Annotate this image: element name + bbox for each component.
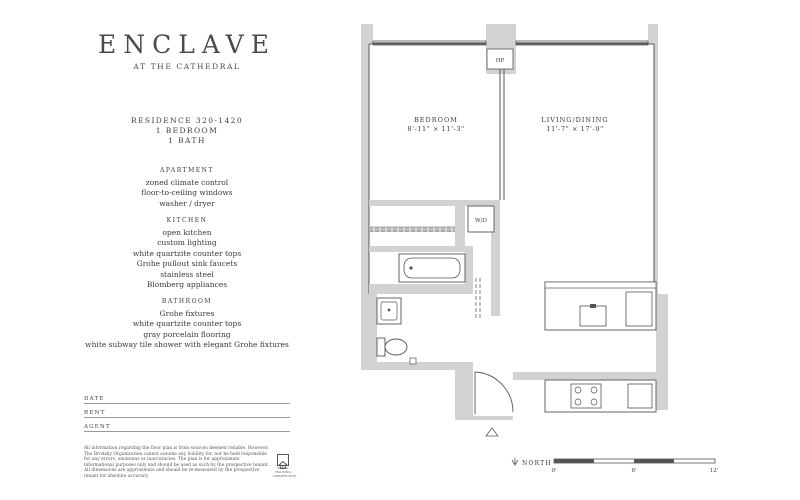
feature-heading: APARTMENT xyxy=(160,167,214,174)
scale-tick-6: 6' xyxy=(631,468,637,474)
feature-item: white quartzite counter tops xyxy=(132,248,242,258)
north-arrow-icon xyxy=(512,458,518,465)
rent-label: RENT xyxy=(84,410,106,416)
kitchen-sink xyxy=(580,306,606,326)
living-dims: 11'-7" × 17'-9" xyxy=(546,125,604,133)
feature-item: white quartzite counter tops xyxy=(132,319,242,328)
feature-heading: KITCHEN xyxy=(166,217,208,224)
residence-baths: 1 BATH xyxy=(168,136,206,145)
dishwasher xyxy=(626,292,652,326)
residence-id: RESIDENCE 320-1420 xyxy=(130,116,243,125)
hp-label: HP xyxy=(495,58,505,64)
feature-heading: BATHROOM xyxy=(161,298,213,305)
cooktop xyxy=(571,384,601,408)
feature-item: gray porcelain flooring xyxy=(143,329,231,339)
wd-label: W/D xyxy=(475,218,487,224)
feature-item: custom lighting xyxy=(157,238,217,247)
disclaimer: All information regarding the floor plan is from sources deemed reliable. However, The Brodsky Organization cannot assume any liability for, nor be held responsible for any errors, omissions or inaccuracies. The plan is for approximate informational purposes only and should be used as such by the prospective tenant. All dimensions are approximate and should be re-measured by the prospective tenant for absolute accuracy. xyxy=(84,446,269,479)
north-label: NORTH xyxy=(522,460,552,467)
brand-subtitle: AT THE CATHEDRAL xyxy=(133,62,241,71)
feature-item: zoned climate control xyxy=(145,177,229,187)
entry-door xyxy=(475,372,513,414)
toilet xyxy=(377,338,385,356)
residence-bedrooms: 1 BEDROOM xyxy=(155,126,219,135)
feature-item: white subway tile shower with elegant Grohe fixtures xyxy=(85,340,289,349)
brand-name: ENCLAVE xyxy=(98,30,276,59)
refrigerator xyxy=(628,384,652,408)
entry-arrow-icon xyxy=(486,428,498,436)
scale-tick-12: 12' xyxy=(709,468,719,474)
feature-item: stainless steel xyxy=(160,269,214,279)
exterior-walls xyxy=(361,24,668,420)
scale-bar xyxy=(554,459,715,463)
feature-item: Grohe fixtures xyxy=(159,308,215,318)
equal-housing-label: EQUAL HOUSING OPPORTUNITY xyxy=(273,466,297,478)
feature-item: open kitchen xyxy=(162,227,212,237)
bedroom-name: BEDROOM xyxy=(414,116,458,124)
scale-tick-0: 0' xyxy=(551,468,557,474)
living-name: LIVING/DINING xyxy=(541,116,609,124)
agent-label: AGENT xyxy=(84,424,111,430)
feature-item: washer / dryer xyxy=(159,198,215,208)
feature-item: floor-to-ceiling windows xyxy=(141,188,233,197)
date-label: DATE xyxy=(84,396,105,402)
feature-item: Grohe pullout sink faucets xyxy=(136,259,238,268)
bedroom-dims: 8'-11" × 11'-3" xyxy=(407,125,465,133)
feature-item: Blomberg appliances xyxy=(146,280,228,289)
